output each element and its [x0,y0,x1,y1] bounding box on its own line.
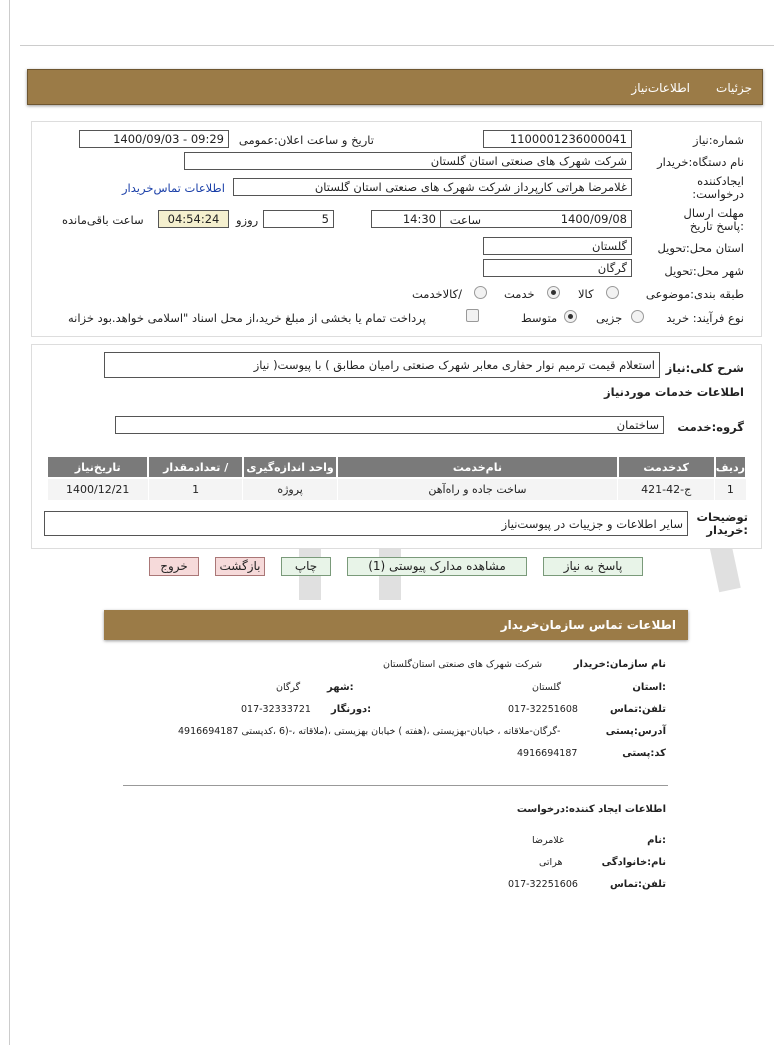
contact-city-label: :شهر [327,682,354,693]
col-row: ردیف [715,456,746,478]
creator-field: غلامرضا هراتی کارپرداز شرکت شهرک های صنعتی استان گلستان [233,178,632,196]
cell-need-date: 1400/12/21 [47,478,148,500]
reply-button[interactable]: پاسخ به نیاز [543,557,643,576]
category-goods-label: کالا [578,287,594,301]
creator-name-label: :نام [647,835,666,846]
buyer-label: نام دستگاه:خریدار [657,155,744,169]
payment-checkbox[interactable] [466,309,479,322]
contact-province-value: گلستان [532,682,561,693]
announce-label: تاریخ و ساعت اعلان:عمومی [238,133,374,147]
page-left-border [9,0,10,1045]
buyer-notes-label: توضیحات :خریدار [696,510,748,537]
section-divider [123,785,668,786]
address-label: آدرس:پستی [605,726,666,737]
province-label: استان محل:تحویل [657,241,744,255]
time-label: ساعت [449,213,481,227]
col-service-code: کدخدمت [618,456,715,478]
tab-details[interactable]: جزئیات [716,81,752,95]
fax-label: :دورنگار [331,704,372,715]
header-tab-bar [27,69,763,105]
category-label: طبقه بندی:موضوعی [645,287,744,301]
org-value: شرکت شهرک های صنعتی استان‌گلستان [383,659,543,670]
remaining-time-field: 04:54:24 [158,210,229,228]
contact-province-label: :استان [632,682,666,693]
back-button[interactable]: بازگشت [215,557,265,576]
buyer-contact-link[interactable]: اطلاعات تماس‌خریدار [122,181,225,195]
exit-button[interactable]: خروج [149,557,199,576]
province-field: گلستان [483,237,632,255]
creator-label: ایجادکننده درخواست: [692,174,744,201]
postal-label: کد:پستی [622,748,666,759]
buyer-notes-field: سایر اطلاعات و جزییات در پیوست‌نیاز [44,511,688,536]
deadline-time-field: 14:30 [371,210,441,228]
creator-phone-label: تلفن:تماس [609,879,666,890]
creator-name-value: غلامرضا [532,835,564,846]
process-minor-radio[interactable] [631,310,644,323]
service-group-label: گروه:خدمت [677,420,744,434]
summary-field: استعلام قیمت ترمیم نوار حفاری معابر شهرک صنعتی رامیان مطابق ) با پیوست( نیاز [104,352,660,378]
cell-service-name: ساخت جاده و راه‌آهن [337,478,617,500]
org-label: نام سازمان:خریدار [573,659,666,670]
table-row [47,478,746,500]
announce-datetime-field: 1400/09/03 - 09:29 [79,130,229,148]
process-medium-radio[interactable] [564,310,577,323]
deadline-label: مهلت ارسال :پاسخ تاریخ [683,206,744,233]
city-label: شهر محل:تحویل [664,264,744,278]
cell-unit: پروژه [243,478,337,500]
category-goods-service-radio[interactable] [474,286,487,299]
need-number-label: شماره:نیاز [693,133,744,147]
category-service-label: خدمت [504,287,535,301]
payment-note: پرداخت تمام یا بخشی از مبلغ خرید،از محل اسناد "اسلامی خواهد.بود خزانه [68,311,426,325]
contact-phone-value: 017-32251608 [508,704,578,715]
process-label: نوع فرآیند: خرید [666,311,744,325]
city-field: گرگان [483,259,632,277]
deadline-date-field: 1400/09/08 [371,210,632,228]
col-need-date: تاریخ‌نیاز [47,456,148,478]
days-label: روزو [236,213,259,227]
postal-value: 4916694187 [517,748,578,759]
category-service-radio[interactable] [547,286,560,299]
cell-row: 1 [715,478,746,500]
view-attachments-button[interactable]: مشاهده مدارک پیوستی (1) [347,557,527,576]
col-service-name: نام‌خدمت [337,456,617,478]
services-table [46,455,747,501]
col-unit: واحد اندازه‌گیری [243,456,337,478]
creator-family-label: نام:خانوادگی [601,857,666,868]
days-field: 5 [263,210,334,228]
contact-phone-label: تلفن:تماس [609,704,666,715]
need-number-field: 1100001236000041 [483,130,632,148]
category-goods-service-label: /کالاخدمت [412,287,463,301]
remaining-label: ساعت باقی‌مانده [62,213,144,227]
cell-service-code: ج-42-421 [618,478,715,500]
services-heading: اطلاعات خدمات موردنیاز [604,385,744,399]
category-goods-radio[interactable] [606,286,619,299]
summary-label: شرح کلی:نیاز [665,361,744,375]
buyer-field: شرکت شهرک های صنعتی استان گلستان [184,152,632,170]
tab-need-info[interactable]: اطلاعات‌نیاز [631,81,690,95]
fax-value: 017-32333721 [241,704,311,715]
creator-info-heading: اطلاعات ایجاد کننده:درخواست [516,804,666,815]
page-top-divider [20,45,774,46]
service-group-field: ساختمان [115,416,664,434]
contact-section-header: اطلاعات تماس سازمان‌خریدار [104,610,688,640]
process-medium-label: متوسط [521,311,558,325]
contact-city-value: گرگان [276,682,301,693]
creator-phone-value: 017-32251606 [508,879,578,890]
process-minor-label: جزیی [596,311,623,325]
address-value: -گرگان-ملاقاته ، خیابان-بهزیستی ،(هفته ) خیابان بهزیستی ،(ملاقاته ،-(6 ،کدپستی 4916694187 [178,726,561,737]
col-quantity: / تعدادمقدار [148,456,242,478]
cell-quantity: 1 [148,478,242,500]
print-button[interactable]: چاپ [281,557,331,576]
creator-family-value: هراتی [539,857,563,868]
